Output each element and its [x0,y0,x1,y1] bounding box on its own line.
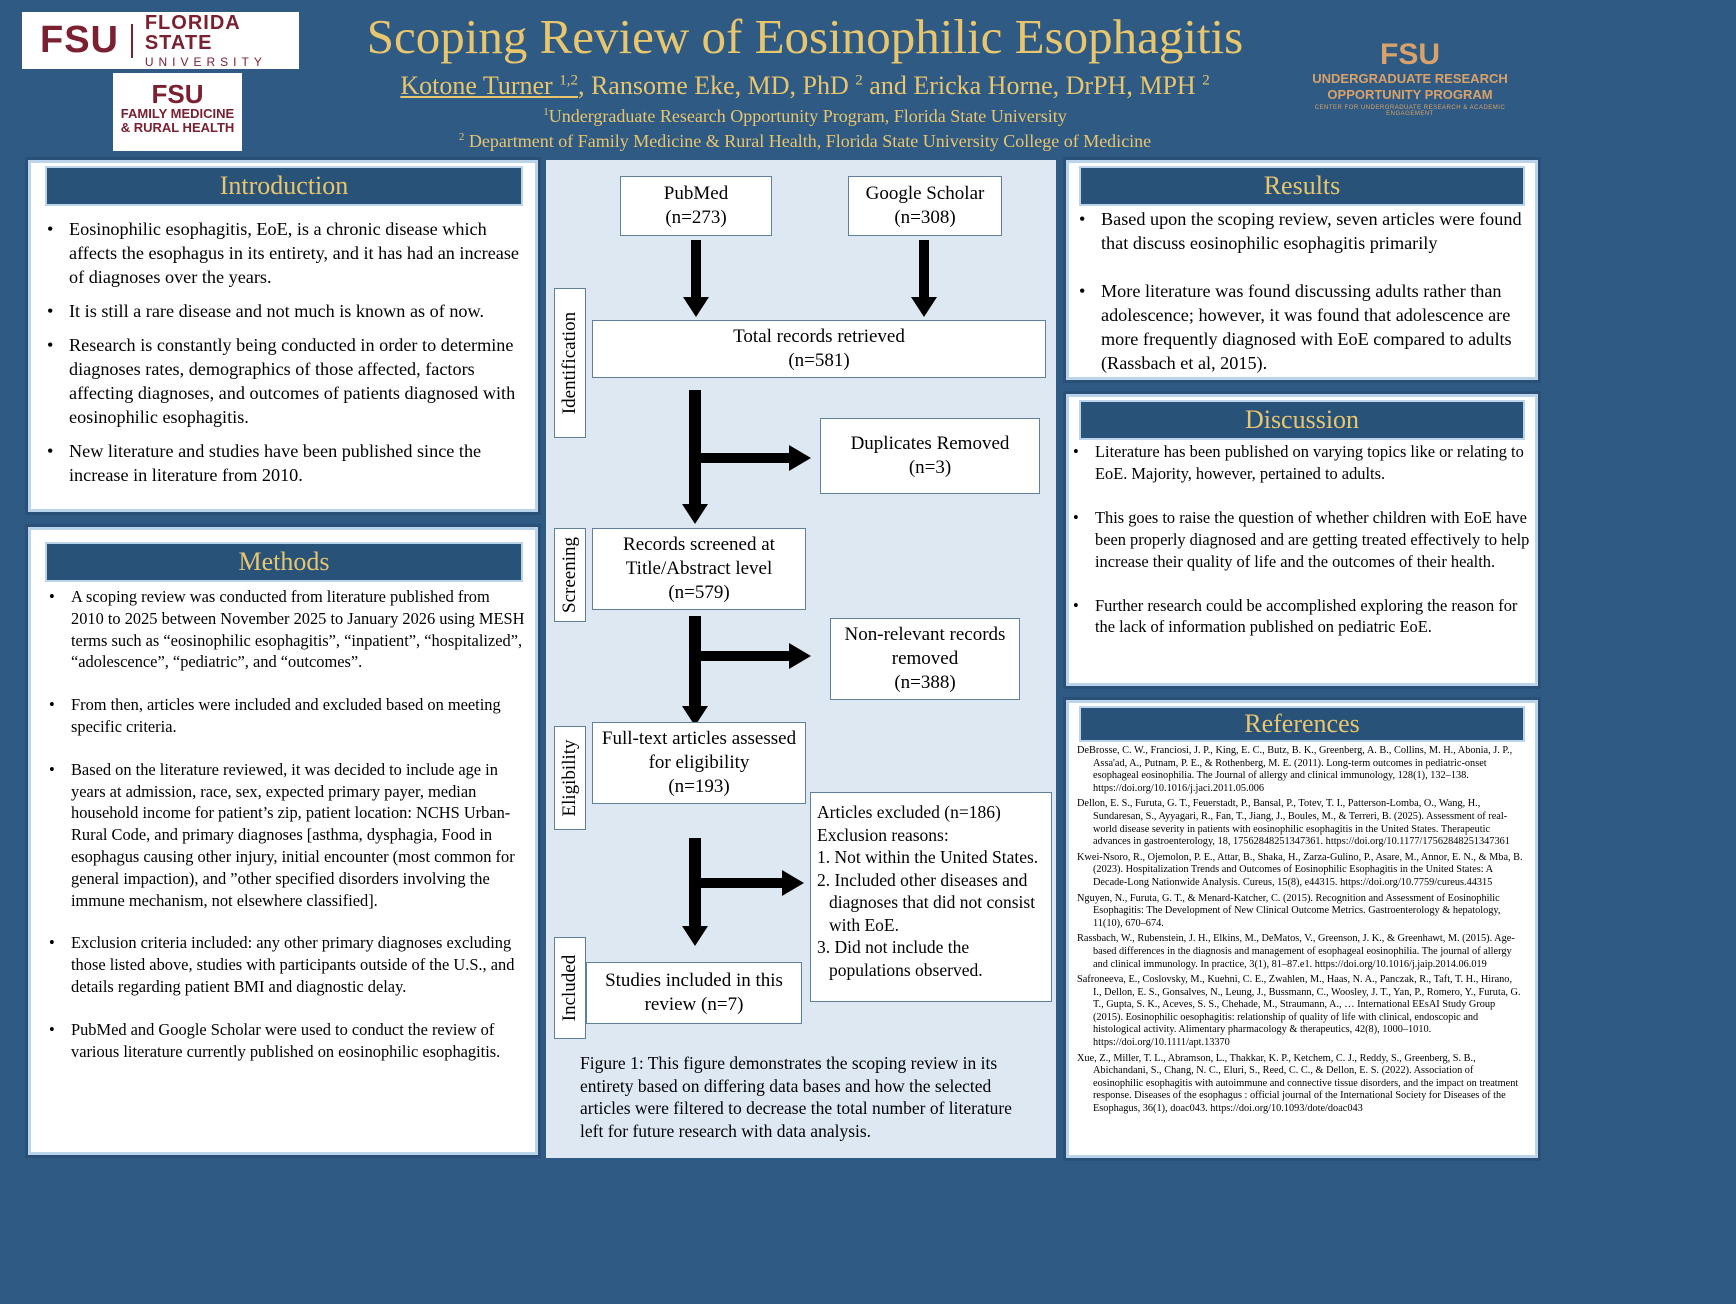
total-records-box: Total records retrieved (n=581) [592,320,1046,378]
records-screened-box: Records screened at Title/Abstract level (n=579) [592,528,806,610]
stage-screening: Screening [554,528,586,622]
fm-logo-line1: FAMILY MEDICINE [120,106,235,121]
stage-identification: Identification [554,288,586,438]
introduction-list [37,217,521,487]
arrow-shaft [689,838,701,928]
results-heading: Results [1079,166,1525,206]
stage-eligibility: Eligibility [554,726,586,830]
methods-panel [28,527,538,1155]
author-1: Kotone Turner $^{1,2}$ [400,71,578,100]
methods-bullet: • From then, articles were included and excluded based on meeting specific criteria. [39,694,525,738]
urop-logo-line1: UNDERGRADUATE RESEARCH [1312,71,1508,86]
arrow-right-icon [789,445,811,471]
fm-logo-line2: & RURAL HEALTH [120,120,235,136]
discussion-list [1063,441,1531,638]
reference-item: Kwei-Nsoro, R., Ojemolon, P. E., Attar, B., Shaka, H., Zarza-Gulino, P., Asare, M., Annor, E. N., & Mba, B. (2023). Hospitalization Trends and Outcomes of Eosinophilic Esophagitis in the United States: A Decade-Long Nationwide Analysis. Cureus, 15(8), e44315. https://doi.org/10.7759/cureus.44315 [1077,851,1523,888]
introduction-bullet: • New literature and studies have been published since the increase in literature from 2010. [37,439,521,487]
exclusion-reason: 3. Did not include the populations observed. [817,937,983,980]
excluded-reasons-title: Exclusion reasons: [817,824,949,845]
urop-logo [1312,40,1508,117]
introduction-bullet: • Research is constantly being conducted in order to determine diagnoses rates, demographics of those affected, factors affecting diagnoses, and outcomes of patients diagnosed with eosinophilic esophagitis. [37,333,521,429]
fsu-logo [22,12,299,69]
reference-item: Rassbach, W., Rubenstein, J. H., Elkins, M., DeMatos, V., Greenson, J. K., & Greenhawt, M. (2015). Age-based differences in the diagnosis and management of esophageal eosinophilia. The journal of allergy and clinical immunology. In practice, 3(1), 81–87.e1. https://doi.org/10.1016/j.jaip.2014.06.019 [1077,933,1515,970]
fsu-logo-line1: FLORIDA STATE [144,12,240,54]
google-scholar-box: Google Scholar (n=308) [848,176,1002,236]
exclusion-reason: 2. Included other diseases and diagnoses that did not consist with EoE. [817,869,1036,935]
discussion-panel [1066,394,1538,686]
reference-item: Dellon, E. S., Furuta, G. T., Feuerstadt, P., Bansal, P., Totev, T. I., Patterson-Lomba, O., Wang, H., Sundaresan, S., Ayyagari, R., Fan, T., Jiang, J., Boules, M., & Terreri, B. (2025). Assessment of real-world disease severity in patients with eosinophilic esophagitis in the United States. Therapeutic advances in gastroenterology, 18, 17562848251347361. https://doi.org/10.1177/17562848251347361 [1077,798,1510,848]
excluded-title: Articles excluded (n=186) [817,802,1001,822]
discussion-bullet: • Further research could be accomplished exploring the reason for the lack of information published on pediatric EoE. [1063,595,1531,639]
fsu-logo-mark: FSU [40,19,119,61]
methods-list [39,586,525,1062]
reference-item: Xue, Z., Miller, T. L., Abramson, L., Thakkar, K. P., Ketchem, C. J., Reddy, S., Greenberg, S. B., Abichandani, S., Chang, N. C., Eluri, S., Reed, C. C., & Dellon, E. S. (2022). Association of eosinophilic esophagitis with autoimmune and connective tissue disorders, and the impact on treatment response. Diseases of the esophagus : official journal of the International Society for Diseases of the Esophagus, 36(1), doac043. https://doi.org/10.1093/dote/doac043 [1077,1052,1519,1115]
non-relevant-box: Non-relevant records removed (n=388) [830,618,1020,700]
duplicates-removed-box: Duplicates Removed (n=3) [820,418,1040,494]
introduction-panel [28,160,538,512]
family-medicine-logo [113,73,242,151]
author-3-sup: 2 [1202,72,1210,89]
arrow-branch [701,651,789,661]
affiliation-2: $^2$ Department of Family Medicine & Rural Health, Florida State University College of Medicine [458,131,1152,151]
references-heading: References [1079,706,1525,742]
arrow-branch [701,878,784,888]
author-line [300,70,1310,101]
reference-item: Safroneeva, E., Coslovsky, M., Kuehni, C. E., Zwahlen, M., Haas, N. A., Panczak, R., Taft, T. H., Hirano, I., Dellon, E. S., Gonsalves, N., Leung, J., Bussmann, C., Woosley, J. T., Yan, P., Romero, Y., Furuta, G. T., Gupta, S. K., Aceves, S. S., Chehade, M., Straumann, A., … International EEsAI Study Group (2015). Eosinophilic oesophagitis: relationship of quality of life with clinical, endoscopic and histological activity. Alimentary pharmacology & therapeutics, 42(8), 1000–1010. https://doi.org/10.1111/apt.13370 [1077,974,1521,1049]
full-text-box: Full-text articles assessed for eligibility (n=193) [592,722,806,804]
arrow-shaft [919,240,929,298]
author-2: , Ransome Eke, MD, PhD [577,71,856,100]
results-bullet: • More literature was found discussing adults rather than adolescence; however, it was found that adolescence are more frequently diagnosed with EoE compared to adults (Rassbach et al, 2015). [1069,279,1529,375]
studies-included-box: Studies included in this review (n=7) [586,962,802,1024]
arrow-shaft [689,616,701,708]
arrow-shaft [691,240,701,298]
author-2-sup: 2 [855,72,863,89]
results-panel [1066,160,1538,380]
exclusion-reason: 1. Not within the United States. [817,847,1039,867]
discussion-bullet: • Literature has been published on varying topics like or relating to EoE. Majority, however, pertained to adults. [1063,441,1531,485]
discussion-bullet: • This goes to raise the question of whether children with EoE have been properly diagnosed and are getting treated effectively to help increase their quality of life and the outcomes of their health. [1063,507,1531,573]
methods-bullet: • Based on the literature reviewed, it was decided to include age in years at admission, race, sex, expected primary payer, median household income for patient’s zip, patient location: NCHS Urban-Rural Code, and primary diagnoses [asthma, dysphagia, Food in esophagus causing other injury, initial encounter (most common for general impaction), and ”other specified disorders involving the immune mechanism, not elsewhere classified]. [39,759,525,912]
introduction-bullet: • Eosinophilic esophagitis, EoE, is a chronic disease which affects the esophagus in its entirety, and it has had an increase of diagnoses over the years. [37,217,521,289]
arrow-down-icon [682,504,708,524]
articles-excluded-box [810,792,1052,1002]
arrow-right-icon [789,643,811,669]
arrow-branch [701,453,789,463]
urop-logo-line2: OPPORTUNITY PROGRAM [1327,87,1493,103]
references-panel [1066,700,1538,1158]
results-bullet: • Based upon the scoping review, seven articles were found that discuss eosinophilic esophagitis primarily [1069,207,1529,255]
author-3: and Ericka Horne, DrPH, MPH [862,71,1203,100]
arrow-down-icon [683,297,709,317]
introduction-heading: Introduction [45,166,523,206]
urop-logo-line3: CENTER FOR UNDERGRADUATE RESEARCH & ACADEMIC ENGAGEMENT [1314,104,1506,117]
poster-title: Scoping Review of Eosinophilic Esophagitis [366,9,1244,64]
methods-heading: Methods [45,542,523,582]
prisma-flow-diagram [546,160,1056,1158]
arrow-shaft [689,390,701,506]
reference-item: Nguyen, N., Furuta, G. T., & Menard-Katcher, C. (2015). Recognition and Assessment of Eosinophilic Esophagitis: The Development of New Clinical Outcome Metrics. Gastroenterology & hepatology, 11(10), 670–674. [1077,892,1501,929]
pubmed-box: PubMed (n=273) [620,176,772,236]
results-list [1069,207,1529,375]
fm-logo-mark: FSU [151,79,204,109]
methods-bullet: • PubMed and Google Scholar were used to conduct the review of various literature currently published on eosinophilic esophagitis. [39,1019,525,1063]
references-list [1077,745,1523,1119]
methods-bullet: • A scoping review was conducted from literature published from 2010 to 2025 between November 2025 to January 2026 using MESH terms such as “eosinophilic esophagitis”, “inpatient”, “hospitalized”, “adolescence”, “pediatric”, and “outcomes”. [39,586,525,673]
arrow-down-icon [682,926,708,946]
discussion-heading: Discussion [1079,400,1525,440]
figure-caption: Figure 1: This figure demonstrates the scoping review in its entirety based on differing data bases and how the selected articles were filtered to decrease the total number of literature left for future research with data analysis. [580,1053,1012,1141]
fsu-logo-divider [131,24,133,58]
arrow-right-icon [782,870,804,896]
reference-item: DeBrosse, C. W., Franciosi, J. P., King, E. C., Butz, B. K., Greenberg, A. B., Collins, M. H., Abonia, J. P., Assa'ad, A., Putnam, P. E., & Rothenberg, M. E. (2011). Long-term outcomes in pediatric-onset esophageal eosinophilia. The Journal of allergy and clinical immunology, 128(1), 132–138. https://doi.org/10.1016/j.jaci.2011.05.006 [1077,745,1513,794]
arrow-down-icon [911,297,937,317]
affiliation-1: $^1$Undergraduate Research Opportunity Program, Florida State University [543,106,1067,126]
urop-logo-mark: FSU [1380,38,1440,71]
introduction-bullet: • It is still a rare disease and not much is known as of now. [37,299,521,323]
stage-included: Included [554,937,586,1039]
fsu-logo-line2: UNIVERSITY [144,55,267,69]
methods-bullet: • Exclusion criteria included: any other primary diagnoses excluding those listed above, studies with participants outside of the U.S., and details regarding patient BMI and diagnostic delay. [39,932,525,997]
